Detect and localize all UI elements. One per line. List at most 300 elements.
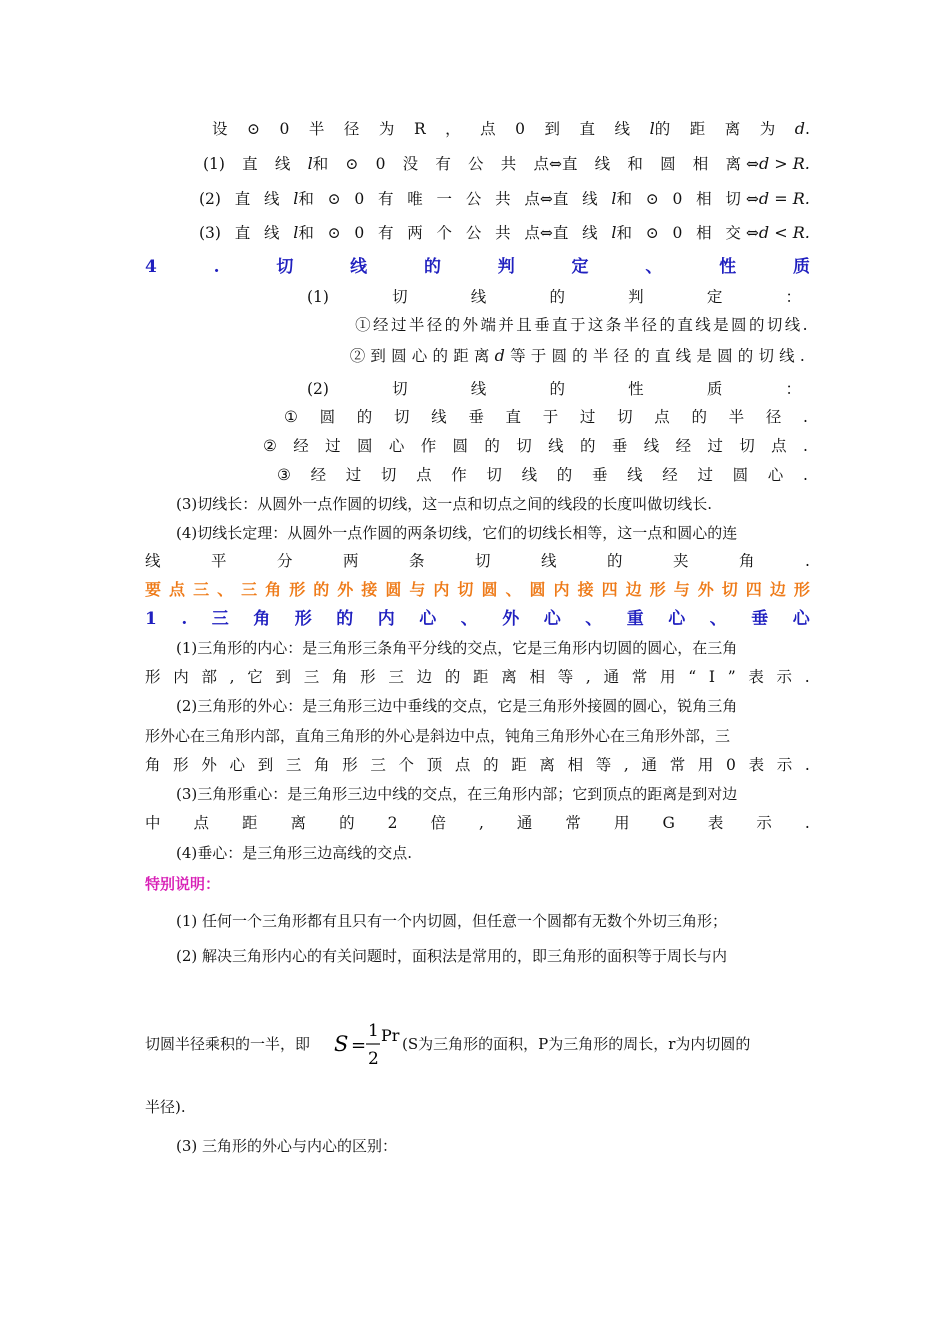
char: 圆 (452, 437, 469, 455)
heading-char: 心 (792, 609, 810, 629)
char: 距 (511, 756, 527, 774)
char: 经 (662, 466, 678, 484)
char: 切 (617, 408, 633, 426)
char: ： (785, 288, 801, 306)
heading-char: 切 (457, 580, 474, 599)
char: 相 (696, 190, 712, 208)
condition: d = R. (758, 189, 810, 208)
var-l: l (293, 189, 299, 208)
intro-char: 为 (759, 120, 776, 138)
char: 的 (549, 288, 565, 306)
char: (1) (307, 288, 329, 306)
intro-char: . (805, 120, 810, 138)
char: 的 (444, 668, 461, 686)
special-note-2-line3: 半径). (145, 1098, 186, 1116)
char: 直 (552, 190, 569, 208)
heading-char: 性 (719, 257, 737, 277)
char: 和 (298, 224, 314, 242)
heading-char: 1 (145, 609, 157, 629)
char: 和 (298, 190, 314, 208)
char: 通 (641, 756, 658, 774)
char: ⊙ (645, 190, 659, 208)
char: 条 (409, 552, 425, 570)
char: 表 (748, 668, 764, 686)
char: 线 (263, 190, 280, 208)
char: ③ (277, 466, 291, 484)
relation-num: (2) (199, 190, 221, 208)
char: 用 (660, 668, 676, 686)
equivalence-symbol: ⇔ (539, 190, 553, 208)
char: , (229, 668, 235, 686)
char: 和 (616, 190, 633, 208)
char: 圆 (356, 437, 373, 455)
heading-char: 外 (337, 580, 354, 599)
char: 离 (501, 668, 517, 686)
char: 的 (579, 437, 596, 455)
heading-char: 重 (626, 609, 644, 629)
intro-char: ⊙ (247, 120, 261, 138)
heading-char: 三 (211, 609, 229, 629)
incenter-line2 (145, 666, 810, 688)
var-l: l (307, 154, 313, 173)
heading-char: 接 (361, 580, 378, 599)
char: 直 (234, 224, 251, 242)
heading-char: 线 (350, 257, 368, 277)
char: 和 (616, 224, 633, 242)
relation-num: (1) (203, 155, 225, 173)
judge-2 (145, 345, 810, 367)
formula-denominator: 2 (368, 1049, 379, 1069)
char: 个 (398, 756, 415, 774)
char: ： (785, 380, 801, 398)
char: ⊙ (645, 224, 659, 242)
intro-char: 线 (614, 120, 631, 138)
heading-char: 的 (336, 609, 354, 629)
char: 过 (579, 408, 596, 426)
char: 线 (470, 380, 487, 398)
char: 常 (669, 756, 686, 774)
condition: d < R. (758, 223, 810, 242)
char: 点 (454, 756, 471, 774)
char: , (478, 814, 484, 832)
char: 公 (465, 190, 482, 208)
char: 用 (613, 814, 630, 832)
char: 个 (436, 224, 453, 242)
heading-char: 4 (145, 257, 157, 277)
char: 公 (468, 155, 484, 173)
char: 心 (767, 466, 784, 484)
var-d: d (794, 119, 805, 138)
char: 2 (387, 814, 398, 832)
char: 圆 (319, 408, 336, 426)
intro-char: 设 (212, 120, 228, 138)
heading-char: 边 (769, 580, 786, 599)
char: 的 (483, 756, 499, 774)
char: I (708, 668, 715, 686)
char: 心 (229, 756, 246, 774)
char: 三 (370, 756, 386, 774)
char: 相 (692, 155, 709, 173)
char: 常 (565, 814, 581, 832)
char: 切 (739, 437, 755, 455)
char: 到 (257, 756, 274, 774)
formula-equals: = (351, 1035, 367, 1056)
property-3 (277, 464, 808, 486)
char: 离 (725, 155, 741, 173)
char: 一 (436, 190, 453, 208)
char: 线 (643, 437, 660, 455)
char: 线 (470, 288, 487, 306)
heading-char: 、 (645, 257, 663, 277)
var-d: d (494, 346, 511, 365)
heading-char: 切 (276, 257, 294, 277)
char: 常 (631, 668, 648, 686)
char: 半 (728, 408, 745, 426)
heading-char: 形 (289, 580, 306, 599)
heading-char: 要 (145, 580, 162, 599)
char: 的 (556, 466, 573, 484)
equivalence-symbol: ⇔ (745, 224, 759, 242)
heading-char: 定 (571, 257, 589, 277)
var-l: l (611, 189, 617, 208)
intro-char: 半 (308, 120, 325, 138)
intro-char: 为 (378, 120, 395, 138)
char: 定 (706, 288, 723, 306)
heading-char: 、 (460, 609, 478, 629)
char: 示 (756, 814, 772, 832)
formula-numerator: 1 (368, 1021, 379, 1041)
intro-char: 直 (579, 120, 596, 138)
char: 线 (582, 190, 598, 208)
intro-char: 径 (343, 120, 360, 138)
char: 唯 (407, 190, 423, 208)
intro-char: 0 (515, 120, 526, 138)
special-note-2-line1: (2) 解决三角形内心的有关问题时，面积法是常用的，即三角形的面积等于周长与内 (176, 947, 728, 965)
char: 通 (516, 814, 533, 832)
char: 中 (145, 814, 161, 832)
char: 距 (242, 814, 258, 832)
char: , (585, 668, 591, 686)
char: . (804, 756, 810, 774)
tangent-theorem-line2 (145, 550, 810, 572)
char: 三 (303, 668, 320, 686)
char: ② (263, 437, 277, 455)
heading-char: 、 (217, 580, 234, 599)
heading-char: 心 (543, 609, 561, 629)
intro-char: 的 (654, 120, 671, 138)
heading-char: 、 (505, 580, 522, 599)
char: 分 (277, 552, 293, 570)
char: 相 (696, 224, 712, 242)
char: 角 (314, 756, 330, 774)
char: 垂 (468, 408, 484, 426)
char: 示 (776, 668, 793, 686)
char: 0 (375, 155, 386, 173)
char: 圆 (660, 155, 676, 173)
heading-char: 边 (625, 580, 642, 599)
char: 的 (691, 408, 707, 426)
char: 点 (416, 466, 432, 484)
circumcenter-line3 (145, 754, 810, 776)
char: 经 (293, 437, 309, 455)
char: 切 (486, 466, 502, 484)
char: 线 (431, 408, 447, 426)
char: 线 (521, 466, 538, 484)
char: 切 (475, 552, 491, 570)
char: 切 (380, 466, 397, 484)
heading-char: 内 (553, 580, 570, 599)
char: 形 (173, 756, 189, 774)
intro-char: ， (445, 120, 461, 138)
char: 过 (345, 466, 362, 484)
char: 用 (697, 756, 714, 774)
char: . (804, 814, 810, 832)
orthocenter-line: (4)垂心：是三角形三边高线的交点. (176, 844, 413, 862)
char: 直 (242, 155, 258, 173)
special-note-2-line2-pre: 切圆半径乘积的一半，即 (145, 1035, 311, 1053)
char: 共 (495, 224, 511, 242)
char: 平 (211, 552, 227, 570)
property-1 (284, 406, 808, 428)
char: . (802, 466, 808, 484)
heading-char: 形 (793, 580, 810, 599)
char: 边 (416, 668, 433, 686)
char: 两 (407, 224, 423, 242)
char: 判 (628, 288, 644, 306)
char: ” (727, 668, 736, 686)
char: 表 (707, 814, 724, 832)
char: 质 (706, 380, 723, 398)
judge-1: ①经过半径的外端并且垂直于这条半径的直线是圆的切线. (355, 316, 810, 334)
char: 切 (725, 190, 741, 208)
property-2 (263, 435, 808, 457)
char: (2) (307, 380, 329, 398)
heading-char: 形 (649, 580, 666, 599)
char: 径 (765, 408, 782, 426)
char: 线 (627, 466, 643, 484)
char: 表 (748, 756, 765, 774)
tangent-length: (3)切线长：从圆外一点作圆的切线，这一点和切点之间的线段的长度叫做切线长. (176, 495, 713, 513)
tangent-theorem-line1: (4)切线长定理：从圆外一点作圆的两条切线，它们的切线长相等，这一点和圆心的连 (176, 524, 738, 542)
char: 的 (339, 814, 355, 832)
heading-char: 与 (409, 580, 426, 599)
point-3-heading (145, 579, 810, 601)
char: 线 (548, 437, 564, 455)
char: 到 (275, 668, 292, 686)
heading-char: 内 (377, 609, 395, 629)
char: 线 (594, 155, 611, 173)
heading-char: 与 (673, 580, 690, 599)
char: ⊙ (327, 190, 341, 208)
heading-char: . (213, 257, 220, 277)
intro-char: R (413, 120, 426, 138)
heading-char: 的 (423, 257, 441, 277)
relation-1 (203, 153, 810, 175)
char: 经 (310, 466, 327, 484)
char: 和 (627, 155, 643, 173)
char: . (804, 668, 810, 686)
char: . (803, 408, 808, 426)
char: 点 (524, 190, 540, 208)
char: 的 (356, 408, 373, 426)
relation-num: (3) (199, 224, 221, 242)
intro-char: 离 (724, 120, 741, 138)
heading-char: 质 (792, 257, 810, 277)
char: 形 (360, 668, 376, 686)
heading-char: 角 (253, 609, 271, 629)
char: ① (284, 408, 298, 426)
heading-char: 圆 (529, 580, 546, 599)
char: 0 (672, 190, 683, 208)
char: 切 (393, 408, 410, 426)
intro-char: 点 (480, 120, 496, 138)
char: 三 (388, 668, 404, 686)
char: 角 (331, 668, 348, 686)
char: 点 (193, 814, 210, 832)
var-l: l (611, 223, 617, 242)
char: 离 (539, 756, 555, 774)
char: 内 (173, 668, 189, 686)
circumcenter-line2: 形外心在三角形内部，直角三角形的外心是斜边中点，钝角三角形外心在三角形外部，三 (145, 727, 731, 745)
heading-char: 角 (265, 580, 282, 599)
char: 公 (465, 224, 482, 242)
char: G (662, 814, 675, 832)
char: 0 (726, 756, 736, 774)
char: 等 (595, 756, 612, 774)
special-note-3: (3) 三角形的外心与内心的区别： (176, 1137, 398, 1155)
formula-s: S (334, 1032, 349, 1056)
text: ②到圆心的距离 (349, 347, 495, 365)
char: 于 (542, 408, 559, 426)
char: 线 (582, 224, 598, 242)
char: 三 (285, 756, 302, 774)
char: 有 (378, 190, 394, 208)
char: . (803, 437, 808, 455)
char: 垂 (591, 466, 608, 484)
char: 形 (145, 668, 161, 686)
char: 垂 (611, 437, 628, 455)
char: 外 (201, 756, 217, 774)
char: 点 (654, 408, 670, 426)
heading-char: 形 (294, 609, 312, 629)
special-note-1: (1) 任何一个三角形都有且只有一个内切圆，但任意一个圆都有无数个外切三角形； (176, 912, 728, 930)
char: 切 (392, 288, 408, 306)
char: 线 (274, 155, 291, 173)
char: 顶 (426, 756, 443, 774)
formula-pr: Pr (381, 1026, 400, 1045)
char: 直 (234, 190, 251, 208)
char: 经 (675, 437, 692, 455)
char: 共 (500, 155, 517, 173)
char: “ (688, 668, 697, 686)
heading-char: 外 (697, 580, 714, 599)
char: 有 (435, 155, 451, 173)
char: ⊙ (327, 224, 341, 242)
heading-char: 四 (601, 580, 618, 599)
text: 等于圆的半径的直线是圆的切线. (510, 347, 810, 365)
char: 示 (776, 756, 793, 774)
char: 两 (343, 552, 359, 570)
judge-heading (307, 286, 801, 308)
char: 过 (325, 437, 341, 455)
intro-char: 距 (689, 120, 706, 138)
char: 0 (354, 224, 365, 242)
char: 心 (388, 437, 405, 455)
equivalence-symbol: ⇔ (548, 155, 562, 173)
char: 切 (392, 380, 408, 398)
char: 0 (672, 224, 683, 242)
condition: d > R. (758, 154, 810, 173)
char: 点 (771, 437, 787, 455)
char: 直 (552, 224, 569, 242)
heading-char: 圆 (481, 580, 498, 599)
char: 部 (201, 668, 217, 686)
heading-char: 三 (241, 580, 258, 599)
special-note-title: 特别说明： (145, 875, 221, 893)
heading-char: 判 (497, 257, 515, 277)
char: 通 (603, 668, 620, 686)
centers-heading (145, 608, 810, 630)
char: 角 (739, 552, 755, 570)
char: 相 (567, 756, 584, 774)
heading-char: 、 (709, 609, 727, 629)
char: , (623, 756, 629, 774)
heading-char: 、 (585, 609, 603, 629)
heading-char: 的 (313, 580, 330, 599)
char: 过 (697, 466, 713, 484)
char: 倍 (430, 814, 446, 832)
char: 没 (402, 155, 419, 173)
heading-char: 心 (419, 609, 437, 629)
var-l: l (293, 223, 299, 242)
intro-line (212, 118, 810, 140)
char: 角 (145, 756, 161, 774)
char: 离 (290, 814, 307, 832)
char: 直 (505, 408, 522, 426)
char: 它 (247, 668, 263, 686)
heading-char: . (181, 609, 188, 629)
heading-char: 圆 (385, 580, 402, 599)
intro-char: 到 (544, 120, 561, 138)
char: 线 (541, 552, 557, 570)
char: 点 (533, 155, 549, 173)
relation-2 (199, 188, 810, 210)
circumcenter-line1: (2)三角形的外心：是三角形三边中垂线的交点，它是三角形外接圆的圆心，锐角三角 (176, 697, 738, 715)
equivalence-symbol: ⇔ (745, 155, 759, 173)
centroid-line1: (3)三角形重心：是三角形三边中线的交点，在三角形内部；它到顶点的距离是到对边 (176, 785, 738, 803)
char: . (805, 552, 810, 570)
char: 的 (549, 380, 565, 398)
heading-char: 心 (668, 609, 686, 629)
heading-char: 垂 (751, 609, 769, 629)
char: 共 (495, 190, 511, 208)
equivalence-symbol: ⇔ (745, 190, 759, 208)
char: 距 (473, 668, 489, 686)
heading-char: 三 (193, 580, 210, 599)
var-l: l (649, 119, 655, 138)
heading-char: 切 (721, 580, 738, 599)
char: 相 (529, 668, 545, 686)
char: 形 (342, 756, 358, 774)
char: 有 (378, 224, 394, 242)
relation-3 (199, 222, 810, 244)
heading-char: 内 (433, 580, 450, 599)
equivalence-symbol: ⇔ (539, 224, 553, 242)
heading-char: 接 (577, 580, 594, 599)
section-4-heading (145, 256, 810, 278)
char: 点 (524, 224, 540, 242)
char: 作 (420, 437, 437, 455)
